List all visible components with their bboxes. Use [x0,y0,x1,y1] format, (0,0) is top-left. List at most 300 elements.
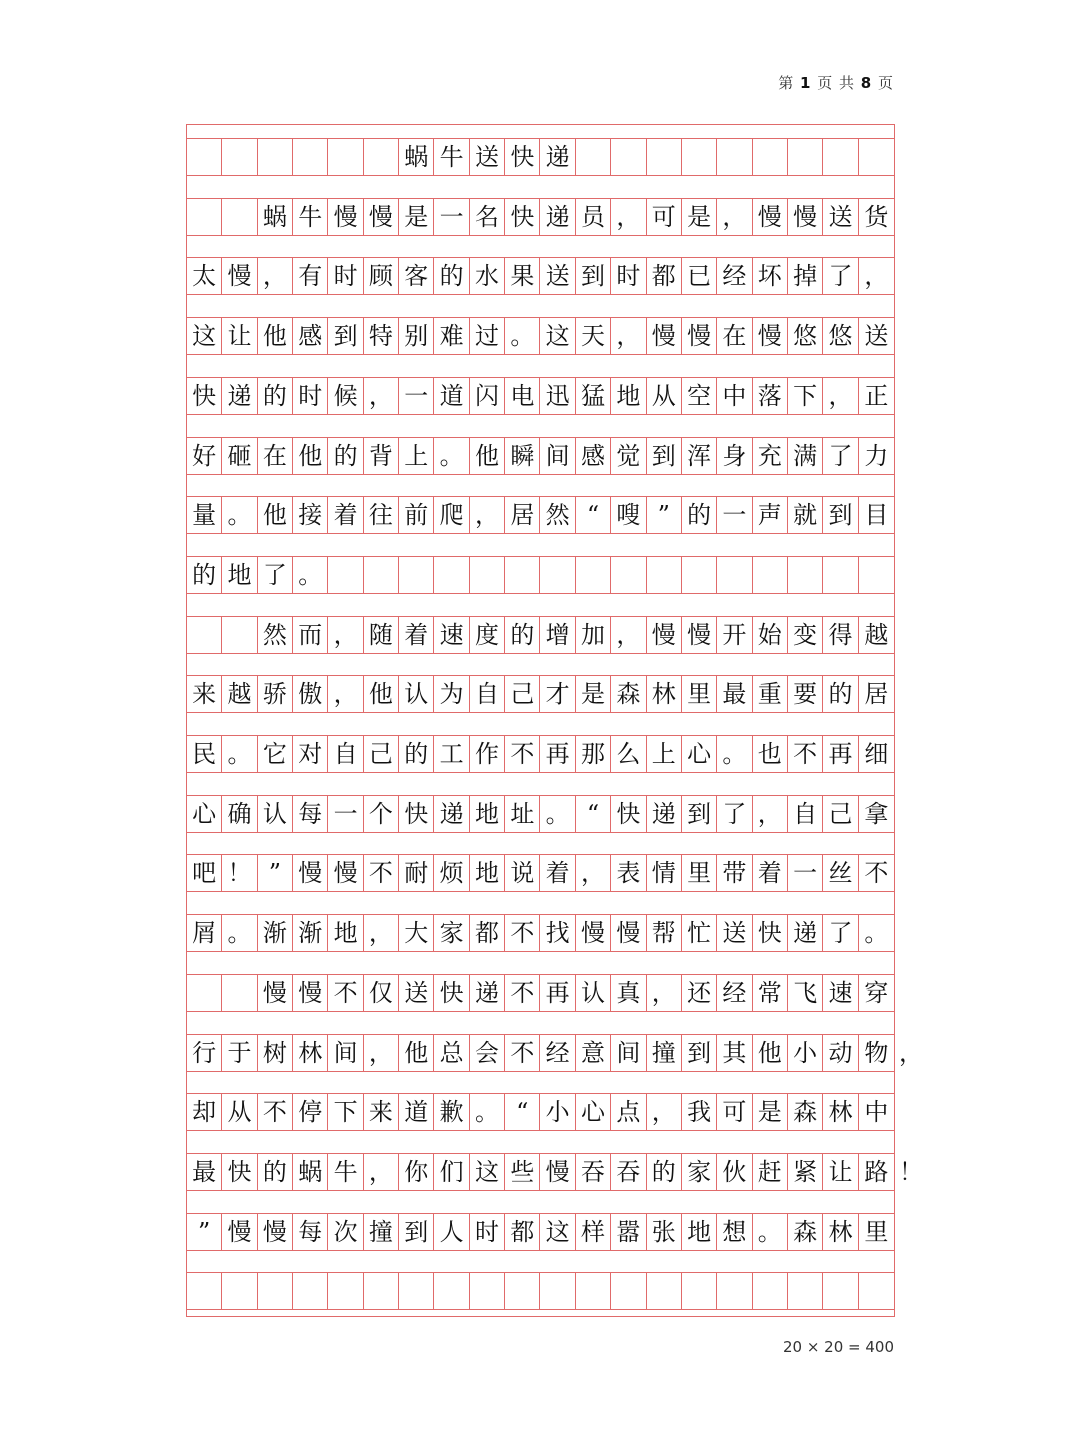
grid-cell [611,1273,646,1309]
grid-cell: 上 [647,736,682,772]
grid-cell: 他 [258,497,293,533]
grid-cell [753,139,788,175]
grid-cell: 觉 [611,438,646,474]
grid-cell [258,1273,293,1309]
grid-cell: 里 [682,676,717,712]
grid-cell: 他 [293,438,328,474]
grid-cell: 是 [576,676,611,712]
grid-cell: ” [647,497,682,533]
grid-cell: ， [470,497,505,533]
grid-cell: 不 [505,1035,540,1071]
grid-cell: 心 [187,796,222,832]
grid-row [187,198,894,236]
grid-cell: 中 [864,1098,889,1127]
grid-cell: 了 [823,438,858,474]
grid-cell [222,975,257,1011]
grid-cell: 一 [328,796,363,832]
grid-cell [541,557,576,593]
grid-cell: 感 [293,318,328,354]
grid-cell: 可 [647,199,682,235]
grid-cell: 来 [187,676,222,712]
grid-row [187,556,894,594]
grid-cell: 满 [788,438,823,474]
grid-cell: 。 [434,438,469,474]
grid-cell: ！ [222,855,257,891]
grid-cell [399,1273,434,1309]
margin-overflow-char: ， [899,1038,923,1067]
grid-cell: 不 [364,855,399,891]
grid-cell: 骄 [258,676,293,712]
grid-cell: 屑 [187,915,222,951]
grid-cell: 这 [541,1214,576,1250]
grid-cell: 慢 [258,975,293,1011]
grid-cell: 快 [753,915,788,951]
grid-cell: 常 [753,975,788,1011]
grid-cell: 递 [222,378,257,414]
grid-cell: 在 [717,318,752,354]
grid-cell: 速 [823,975,858,1011]
grid-cell: 慢 [576,915,611,951]
grid-cell: 递 [788,915,823,951]
grid-cell: 道 [434,378,469,414]
grid-cell: 张 [647,1214,682,1250]
grid-cell [682,557,717,593]
grid-cell: 那 [576,736,611,772]
grid-cell: 变 [788,617,823,653]
grid-cell: ， [364,378,399,414]
grid-cell: 么 [611,736,646,772]
page-label-suffix: 页 [877,74,894,92]
grid-cell: 蜗 [258,199,293,235]
grid-cell: 天 [576,318,611,354]
grid-cell: 慢 [611,915,646,951]
grid-cell: 慢 [258,1214,293,1250]
grid-cell [682,139,717,175]
grid-cell: 越 [222,676,257,712]
grid-cell: 会 [470,1035,505,1071]
grid-cell: 大 [399,915,434,951]
grid-cell: 。 [293,557,328,593]
grid-cell [505,557,540,593]
grid-cell: 再 [541,975,576,1011]
grid-cell [364,139,399,175]
grid-cell: 它 [258,736,293,772]
grid-cell: 了 [823,915,858,951]
grid-cell: 吞 [611,1154,646,1190]
grid-cell: 民 [187,736,222,772]
grid-cell: 速 [434,617,469,653]
grid-cell: 递 [541,199,576,235]
grid-cell: 林 [647,676,682,712]
grid-cell: 送 [399,975,434,1011]
grid-cell: 落 [753,378,788,414]
grid-cell: 经 [541,1035,576,1071]
grid-cell: 己 [823,796,858,832]
grid-cell: 。 [505,318,540,354]
grid-cell: 递 [541,139,576,175]
grid-cell: 了 [823,258,858,294]
grid-cell: 情 [647,855,682,891]
grid-row [187,675,894,713]
grid-cell: 他 [753,1035,788,1071]
grid-cell: 加 [576,617,611,653]
grid-cell: 名 [470,199,505,235]
grid-row [187,795,894,833]
grid-cell: 悠 [823,318,858,354]
grid-cell: ， [611,617,646,653]
grid-cell: 。 [541,796,576,832]
grid-cell: 林 [823,1214,858,1250]
grid-cell: 不 [788,736,823,772]
grid-cell: 拿 [864,799,889,828]
grid-cell: 时 [328,258,363,294]
grid-cell: 穿 [864,978,889,1007]
grid-cell: 最 [717,676,752,712]
grid-cell: 对 [293,736,328,772]
grid-cell: 地 [611,378,646,414]
grid-cell [258,139,293,175]
grid-cell: 目 [864,501,889,530]
grid-cell: 工 [434,736,469,772]
grid-cell [717,557,752,593]
grid-cell: 嚣 [611,1214,646,1250]
grid-cell [788,139,823,175]
grid-cell: 址 [505,796,540,832]
grid-cell: ， [258,258,293,294]
grid-cell: 一 [788,855,823,891]
grid-cell: 送 [470,139,505,175]
grid-cell: 认 [399,676,434,712]
grid-cell: 树 [258,1035,293,1071]
grid-cell: 歉 [434,1094,469,1130]
grid-cell: 林 [293,1035,328,1071]
grid-cell: 都 [505,1214,540,1250]
grid-cell [222,139,257,175]
grid-row [187,138,894,176]
grid-cell: ， [611,318,646,354]
grid-cell: 慢 [682,318,717,354]
grid-cell: 瞬 [505,438,540,474]
grid-cell: 了 [717,796,752,832]
grid-cell [187,199,222,235]
grid-cell: 这 [187,318,222,354]
grid-cell: 意 [576,1035,611,1071]
grid-cell: 地 [328,915,363,951]
grid-cell: ， [364,915,399,951]
grid-cell: 不 [505,736,540,772]
grid-cell: 慢 [541,1154,576,1190]
grid-cell: 个 [364,796,399,832]
grid-count-label: 20 × 20 = 400 [782,1338,894,1356]
grid-cell: 样 [576,1214,611,1250]
grid-cell: 。 [222,915,257,951]
grid-cell: 不 [328,975,363,1011]
grid-cell: 飞 [788,975,823,1011]
grid-cell: 中 [717,378,752,414]
grid-cell: 的 [505,617,540,653]
grid-cell [222,617,257,653]
page-label-prefix: 第 [778,74,795,92]
grid-cell: 家 [682,1154,717,1190]
grid-cell: 前 [399,497,434,533]
grid-cell: 快 [505,199,540,235]
grid-cell [576,139,611,175]
grid-cell: 森 [788,1214,823,1250]
grid-cell: 。 [222,497,257,533]
grid-cell: ” [258,855,293,891]
grid-cell: 森 [611,676,646,712]
grid-cell: 一 [434,199,469,235]
grid-cell: 撞 [647,1035,682,1071]
grid-cell: 己 [505,676,540,712]
grid-cell [823,557,858,593]
grid-cell [753,557,788,593]
grid-cell: 着 [753,855,788,891]
grid-cell: 。 [717,736,752,772]
grid-cell: 下 [788,378,823,414]
grid-cell: 时 [470,1214,505,1250]
grid-cell: 重 [753,676,788,712]
grid-cell: 着 [541,855,576,891]
grid-cell: 这 [470,1154,505,1190]
grid-cell: 送 [717,915,752,951]
grid-cell: 也 [753,736,788,772]
grid-cell: 一 [717,497,752,533]
grid-cell: 快 [434,975,469,1011]
grid-cell: 身 [717,438,752,474]
grid-cell: ， [328,676,363,712]
grid-cell: 地 [222,557,257,593]
grid-cell: 随 [364,617,399,653]
grid-cell: 间 [611,1035,646,1071]
grid-cell: 点 [611,1094,646,1130]
grid-cell: 电 [505,378,540,414]
grid-cell: 可 [717,1094,752,1130]
grid-cell: 表 [611,855,646,891]
grid-cell: 着 [328,497,363,533]
grid-cell: ， [753,796,788,832]
grid-cell: 快 [187,378,222,414]
grid-cell: 丝 [823,855,858,891]
grid-row [187,854,894,892]
grid-cell: 林 [823,1094,858,1130]
grid-cell: 耐 [399,855,434,891]
grid-cell: 每 [293,796,328,832]
grid-cell: 里 [864,1217,889,1246]
grid-cell: ， [364,1154,399,1190]
grid-cell: 蜗 [293,1154,328,1190]
grid-cell: 再 [823,736,858,772]
grid-cell [187,617,222,653]
grid-cell: 自 [328,736,363,772]
grid-cell: 地 [682,1214,717,1250]
grid-cell: 再 [541,736,576,772]
grid-cell: 里 [682,855,717,891]
grid-cell: 到 [682,796,717,832]
grid-cell: 来 [364,1094,399,1130]
grid-row [187,1153,923,1191]
grid-cell: 的 [258,378,293,414]
grid-cell: 最 [187,1154,222,1190]
grid-cell: 别 [399,318,434,354]
grid-cell [222,1273,257,1309]
grid-cell [434,1273,469,1309]
grid-cell: 客 [399,258,434,294]
grid-cell: 快 [505,139,540,175]
grid-cell: 递 [434,796,469,832]
grid-cell [682,1273,717,1309]
grid-cell: 度 [470,617,505,653]
grid-cell: 着 [399,617,434,653]
grid-cell: 慢 [753,318,788,354]
grid-cell: 慢 [788,199,823,235]
grid-cell: 每 [293,1214,328,1250]
grid-cell: 到 [399,1214,434,1250]
grid-cell: 忙 [682,915,717,951]
grid-cell: 不 [505,975,540,1011]
grid-cell: 就 [788,497,823,533]
grid-cell: 。 [753,1214,788,1250]
grid-cell: 的 [187,557,222,593]
grid-cell: 是 [682,199,717,235]
grid-cell: 人 [434,1214,469,1250]
grid-cell [187,975,222,1011]
grid-cell [576,1273,611,1309]
grid-cell: 经 [717,258,752,294]
grid-cell: 的 [399,736,434,772]
grid-cell: 然 [541,497,576,533]
grid-cell [364,557,399,593]
grid-cell: 慢 [293,855,328,891]
grid-cell: 声 [753,497,788,533]
grid-cell: 太 [187,258,222,294]
grid-cell: 爬 [434,497,469,533]
grid-cell [328,139,363,175]
grid-cell: 然 [258,617,293,653]
grid-cell [541,1273,576,1309]
grid-cell: 其 [717,1035,752,1071]
grid-cell: 往 [364,497,399,533]
grid-cell: 慢 [328,199,363,235]
grid-cell: 得 [823,617,858,653]
grid-cell: 快 [399,796,434,832]
grid-cell [823,1273,858,1309]
current-page-number: 1 [799,74,812,92]
grid-cell: 而 [293,617,328,653]
grid-cell: 到 [682,1035,717,1071]
grid-cell: 员 [576,199,611,235]
grid-cell: 。 [222,736,257,772]
grid-cell: 行 [187,1035,222,1071]
page-label-middle: 页 共 [817,74,855,92]
grid-cell: 间 [328,1035,363,1071]
grid-cell: 难 [434,318,469,354]
grid-cell: 的 [328,438,363,474]
grid-cell: 到 [576,258,611,294]
grid-cell: 感 [576,438,611,474]
grid-cell [505,1273,540,1309]
grid-cell: 下 [328,1094,363,1130]
grid-row [187,377,894,415]
grid-cell: 坏 [753,258,788,294]
grid-cell: 牛 [328,1154,363,1190]
grid-cell: 在 [258,438,293,474]
grid-row [187,616,894,654]
grid-cell: 停 [293,1094,328,1130]
grid-cell: ， [864,262,889,291]
grid-cell: 确 [222,796,257,832]
grid-cell: ， [647,975,682,1011]
grid-cell: 候 [328,378,363,414]
grid-cell: 慢 [364,199,399,235]
grid-cell: “ [576,796,611,832]
grid-cell [399,557,434,593]
grid-cell: 们 [434,1154,469,1190]
page-indicator [778,72,894,93]
grid-cell: 要 [788,676,823,712]
grid-cell: 牛 [293,199,328,235]
grid-cell: 量 [187,497,222,533]
grid-cell [717,1273,752,1309]
grid-cell: 说 [505,855,540,891]
grid-cell: 了 [258,557,293,593]
grid-cell: 地 [470,855,505,891]
grid-cell: 己 [364,736,399,772]
grid-cell: 慢 [647,318,682,354]
grid-cell: 快 [222,1154,257,1190]
grid-cell: 始 [753,617,788,653]
grid-row [187,1272,894,1310]
grid-cell [788,1273,823,1309]
grid-cell: 过 [470,318,505,354]
grid-cell: 不 [258,1094,293,1130]
grid-cell: 作 [470,736,505,772]
grid-cell [753,1273,788,1309]
grid-cell: 道 [399,1094,434,1130]
grid-cell: 你 [399,1154,434,1190]
grid-row [187,974,894,1012]
grid-cell: 吞 [576,1154,611,1190]
grid-row [187,437,894,475]
grid-row [187,735,894,773]
grid-cell: 递 [647,796,682,832]
grid-cell: 的 [823,676,858,712]
grid-cell: 的 [434,258,469,294]
grid-cell: 。 [470,1094,505,1130]
grid-cell: 渐 [258,915,293,951]
grid-cell: 小 [788,1035,823,1071]
grid-cell: 是 [399,199,434,235]
grid-cell: 认 [258,796,293,832]
grid-cell: 越 [864,620,889,649]
grid-cell [859,557,894,593]
grid-cell: ， [611,199,646,235]
grid-row [187,1213,894,1251]
grid-cell: 猛 [576,378,611,414]
grid-cell: 送 [823,199,858,235]
grid-cell [717,139,752,175]
grid-cell: 是 [753,1094,788,1130]
grid-cell: 他 [399,1035,434,1071]
grid-cell: 地 [470,796,505,832]
grid-cell: 认 [576,975,611,1011]
grid-cell: 背 [364,438,399,474]
grid-cell: 的 [682,497,717,533]
grid-cell: 他 [364,676,399,712]
grid-cell: 到 [328,318,363,354]
grid-cell: 才 [541,676,576,712]
grid-cell: 想 [717,1214,752,1250]
